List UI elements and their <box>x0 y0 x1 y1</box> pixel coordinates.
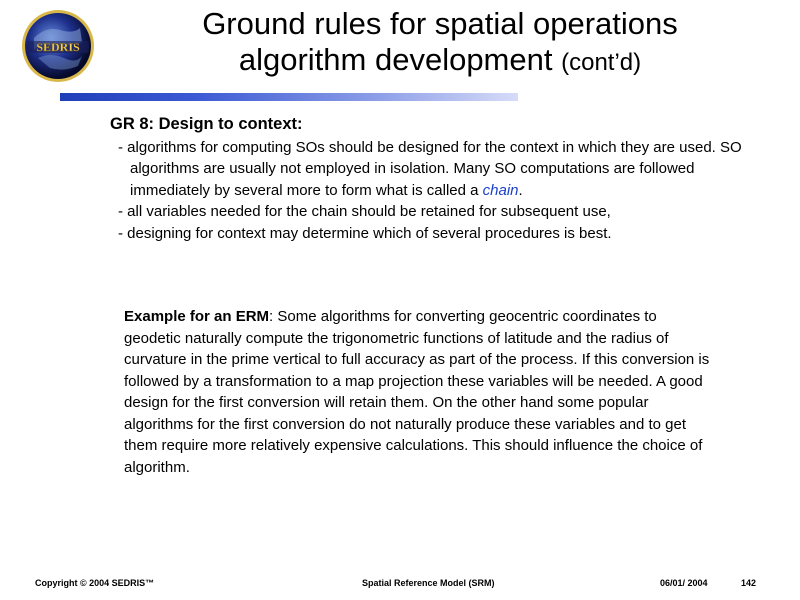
footer-date: 06/01/ 2004 <box>660 578 708 588</box>
slide-title <box>120 6 760 81</box>
footer-document-title: Spatial Reference Model (SRM) <box>362 578 495 588</box>
bullet-text: designing for context may determine which of several procedures is best. <box>127 224 612 242</box>
title-line-2-main: algorithm development <box>238 42 553 77</box>
title-line-2 <box>120 42 760 81</box>
bullet-text: all variables needed for the chain should be retained for subsequent use, <box>127 203 611 220</box>
globe-icon <box>20 8 96 84</box>
footer-copyright: Copyright © 2004 SEDRIS™ <box>35 578 155 588</box>
sedris-logo <box>20 8 96 84</box>
chain-term: chain <box>482 181 519 199</box>
title-underline-bar <box>60 93 518 101</box>
bullet-dash: - <box>118 203 123 220</box>
example-label: Example for an ERM <box>124 308 270 325</box>
ground-rule-heading: GR 8: Design to context: <box>110 115 303 133</box>
ground-rule-section <box>110 114 750 244</box>
example-text: : Some algorithms for converting geocentric coordinates to geodetic naturally compute the trigonometric functions of latitude and the radius of curvature in the prime vertical to full accuracy as part of the process. If this conversion is followed by a transformation to a map projection these variables will be needed. A good design for the first conversion will retain them. On the other hand some popular algorithms for the first conversion do not naturally produce these variables and to get them require more relatively expensive calculations. This should influence the choice of algorithm. <box>124 308 710 476</box>
bullet-item <box>110 223 750 245</box>
footer-page-number: 142 <box>741 578 757 588</box>
logo-text: SEDRIS <box>36 40 80 54</box>
bullet-item <box>110 201 750 223</box>
bullet-text: algorithms for computing SOs should be designed for the context in which they are used. SO algorithms are usually not employed in isolation. Many SO computations are followed immediately by several more to form what is called a <box>127 138 742 199</box>
erm-example-paragraph <box>124 306 714 478</box>
bullet-dash: - <box>118 224 123 242</box>
bullet-item <box>110 137 750 202</box>
title-line-1: Ground rules for spatial operations <box>202 6 678 41</box>
bullet-dash: - <box>118 138 123 156</box>
title-line-2-sub: (cont’d) <box>561 49 642 76</box>
bullet-text-end: . <box>518 181 523 199</box>
